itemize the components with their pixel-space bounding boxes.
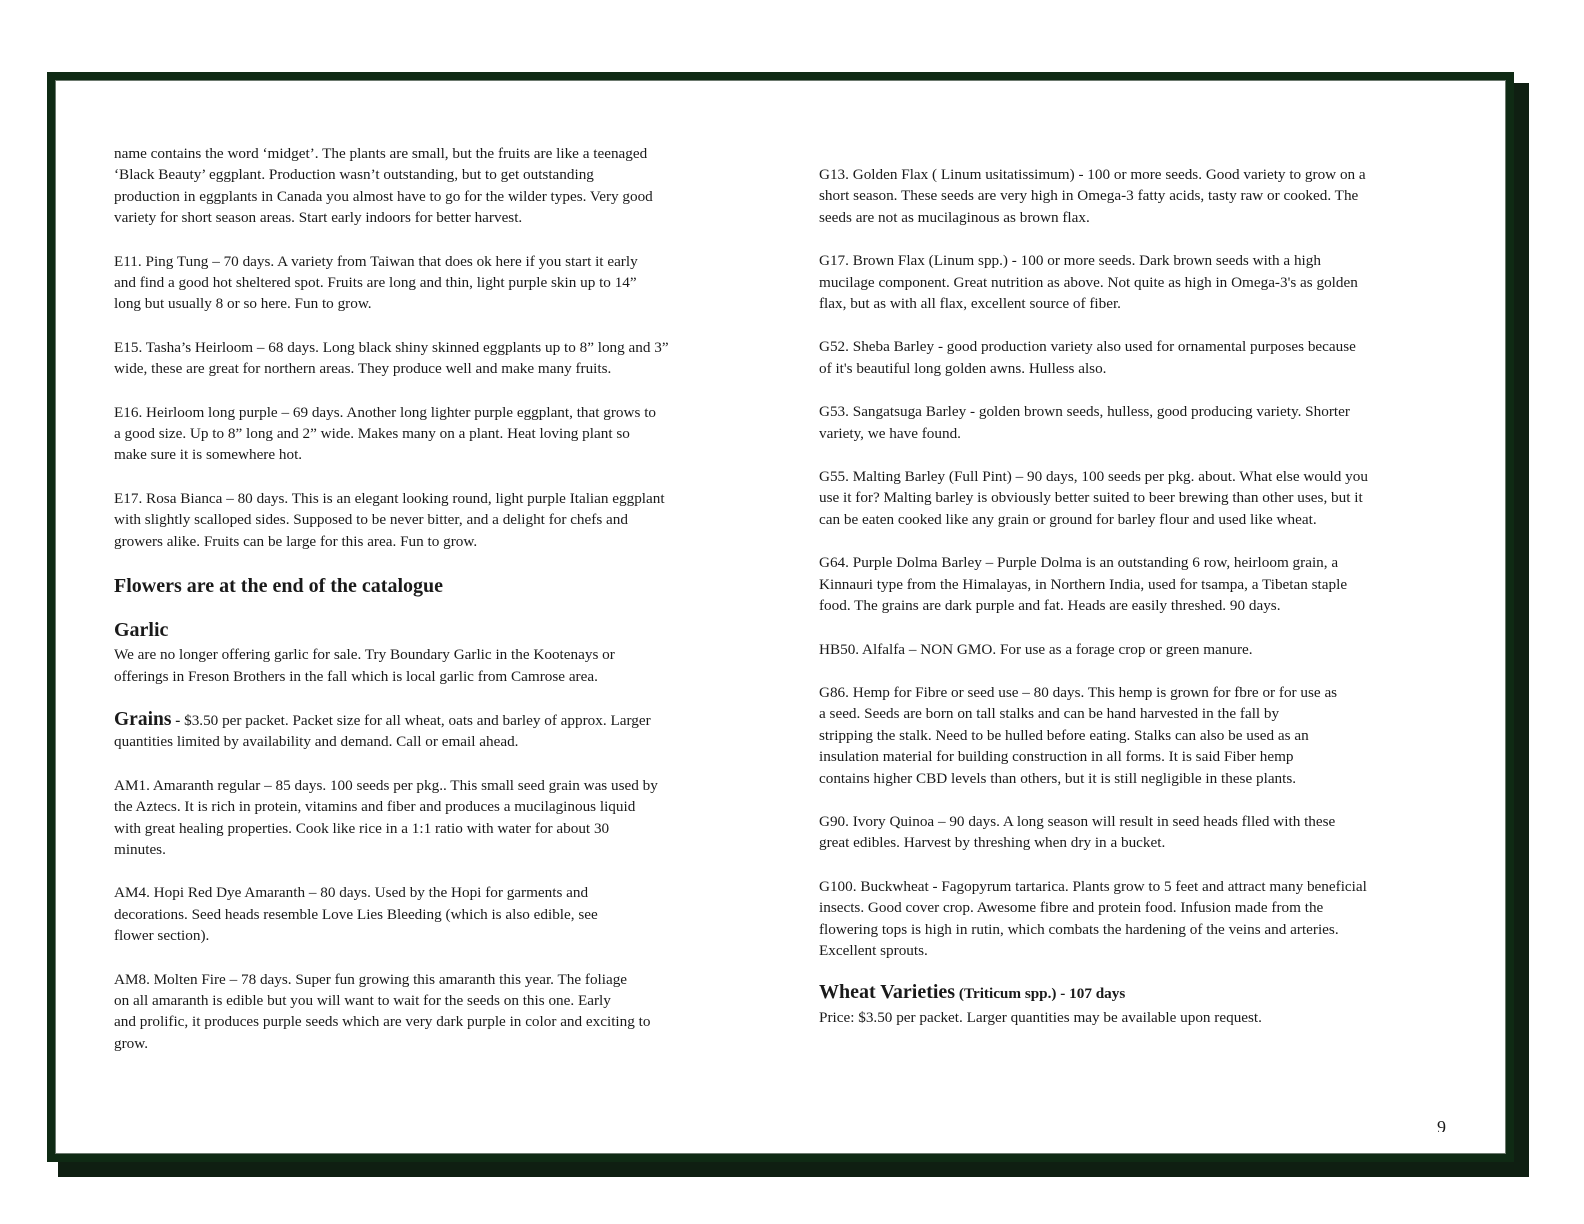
entry-g52: G52. Sheba Barley - good production variety also used for ornamental purposes because of it's beautiful long golden awns. Hulless also. [819, 338, 1356, 377]
entry-e11: E11. Ping Tung – 70 days. A variety from Taiwan that does ok here if you start it early and find a good hot sheltered spot. Fruits are long and thin, light purple skin up to 14” long but usually 8 or so here. Fun to grow. [114, 252, 638, 313]
entry-e17: E17. Rosa Bianca – 80 days. This is an elegant looking round, light purple Italian eggplant with slightly scalloped sides. Supposed to be never bitter, and a delight for chefs and growers alike. Fruits can be large for this area. Fun to grow. [114, 489, 665, 550]
page-number: 9 [1437, 1117, 1446, 1132]
wheat-heading-line [819, 979, 1479, 1007]
eggplant-intro-paragraph: name contains the word ‘midget’. The plants are small, but the fruits are like a teenaged ‘Black Beauty’ eggplant. Production wasn’t outstanding, but to get outstanding production in eggplants in Canada you almost have to go for the wilder types. Very good variety for short season areas. Start early indoors for better harvest. [114, 145, 653, 227]
wheat-paragraph: Price: $3.50 per packet. Larger quantities may be available upon request. [819, 1009, 1262, 1027]
entry-e15: E15. Tasha’s Heirloom – 68 days. Long black shiny skinned eggplants up to 8” long and 3” wide, these are great for northern areas. They produce well and make many fruits. [114, 338, 669, 378]
entry-g17: G17. Brown Flax (Linum spp.) - 100 or more seeds. Dark brown seeds with a high mucilage component. Great nutrition as above. Not quite as high in Omega-3's as golden flax, but as with all flax, excellent source of fiber. [819, 252, 1358, 313]
wheat-heading: Wheat Varieties [819, 981, 956, 1004]
wheat-subheading: (Triticum spp.) - 107 days [955, 985, 1126, 1003]
entry-g13: G13. Golden Flax ( Linum usitatissimum) - 100 or more seeds. Good variety to grow on a short season. These seeds are very high in Omega-3 fatty acids, tasty raw or cooked. The seeds are not as mucilaginous as brown flax. [819, 166, 1366, 226]
entry-g90: G90. Ivory Quinoa – 90 days. A long season will result in seed heads flled with these great edibles. Harvest by threshing when dry in a bucket. [819, 812, 1336, 852]
flowers-heading: Flowers are at the end of the catalogue [114, 575, 444, 598]
grains-paragraph: $3.50 per packet. Packet size for all wheat, oats and barley of approx. Larger quantities limited by availability and demand. Call or email ahead. [114, 711, 651, 751]
entry-am8: AM8. Molten Fire – 78 days. Super fun growing this amaranth this year. The foliage on all amaranth is edible but you will want to wait for the seeds on this one. Early and prolific, it produces purple seeds which are very dark purple in color and exciting to grow. [114, 970, 651, 1052]
grains-heading-dash: - [171, 711, 185, 729]
entry-e16: E16. Heirloom long purple – 69 days. Another long lighter purple eggplant, that grows to a good size. Up to 8” long and 2” wide. Makes many on a plant. Heat loving plant so make sure it is somewhere hot. [114, 403, 657, 464]
entry-am1: AM1. Amaranth regular – 85 days. 100 seeds per pkg.. This small seed grain was used by the Aztecs. It is rich in protein, vitamins and fiber and produces a mucilaginous liquid with great healing properties. Cook like rice in a 1:1 ratio with water for about 30 minutes. [114, 776, 658, 858]
grains-heading: Grains [114, 708, 172, 730]
garlic-heading: Garlic [114, 619, 169, 642]
left-column [114, 143, 764, 1076]
garlic-paragraph: We are no longer offering garlic for sale. Try Boundary Garlic in the Kootenays or offerings in Freson Brothers in the fall which is local garlic from Camrose area. [114, 646, 615, 685]
right-column [819, 164, 1479, 1051]
entry-g100: G100. Buckwheat - Fagopyrum tartarica. Plants grow to 5 feet and attract many beneficial insects. Good cover crop. Awesome fibre and protein food. Infusion made from the flowering tops is high in rutin, which combats the hardening of the veins and arteries. Excellent sprouts. [819, 877, 1367, 959]
entry-am4: AM4. Hopi Red Dye Amaranth – 80 days. Used by the Hopi for garments and decorations. Seed heads resemble Love Lies Bleeding (which is also edible, see flower section). [114, 884, 598, 945]
entry-hb50: HB50. Alfalfa – NON GMO. For use as a forage crop or green manure. [819, 640, 1253, 658]
entry-g55: G55. Malting Barley (Full Pint) – 90 days, 100 seeds per pkg. about. What else would you use it for? Malting barley is obviously better suited to beer brewing than other uses, but it can be eaten cooked like any grain or ground for barley flour and used like wheat. [819, 468, 1368, 528]
entry-g64: G64. Purple Dolma Barley – Purple Dolma is an outstanding 6 row, heirloom grain, a Kinnauri type from the Himalayas, in Northern India, used for tsampa, a Tibetan staple food. The grains are dark purple and fat. Heads are easily threshed. 90 days. [819, 554, 1348, 615]
grains-section-lead [114, 709, 764, 753]
entry-g53: G53. Sangatsuga Barley - golden brown seeds, hulless, good producing variety. Shorter variety, we have found. [819, 403, 1350, 442]
entry-g86: G86. Hemp for Fibre or seed use – 80 days. This hemp is grown for fbre or for use as a seed. Seeds are born on tall stalks and can be hand harvested in the fall by stripping the stalk. Need to be hulled before eating. Stalks can also be used as an insulation material for building construction in all forms. It is said Fiber hemp contains higher CBD levels than others, but it is still negligible in these plants. [819, 683, 1338, 787]
